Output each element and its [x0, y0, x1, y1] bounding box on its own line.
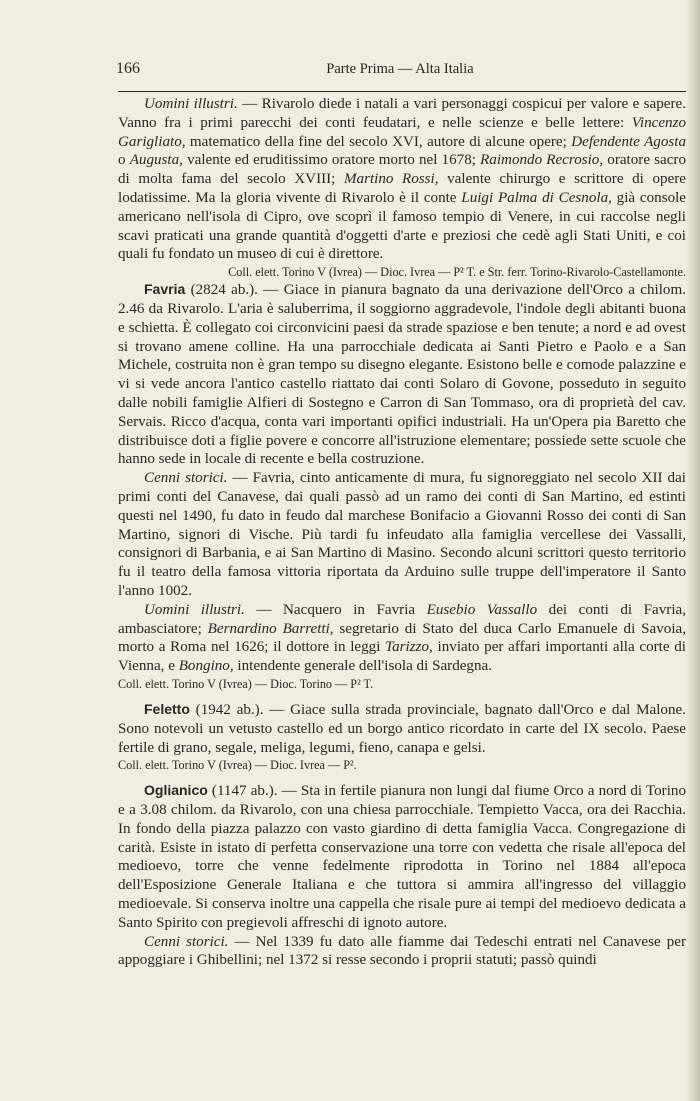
oglianico-history-paragraph — [118, 933, 686, 971]
text-run: — Nel 1339 fu dato alle fiamme dai Tedeschi entrati nel Canavese per appoggiare i Ghibellini; nel 1372 si resse secondo i proprii statuti; passò quindi — [118, 933, 686, 969]
running-title: Parte Prima — Alta Italia — [326, 61, 474, 77]
person-name: Augusta, — [129, 152, 183, 169]
page-edge-shadow — [686, 0, 700, 1101]
favria-collegio-line: Coll. elett. Torino V (Ivrea) — Dioc. Torino — P² T. — [118, 676, 374, 691]
text-run: valente chirurgo e scrittore di opere lodatissime. Ma la gloria vivente di Rivarolo è il conte — [118, 171, 686, 206]
favria-history-paragraph — [118, 469, 686, 601]
person-name: Eusebio Vassallo — [426, 601, 538, 618]
text-run: inviato per affari importanti alla corte di Vienna, e — [118, 639, 686, 675]
rivarolo-collegio-line: Coll. elett. Torino V (Ivrea) — Dioc. Ivrea — P² T. e Str. ferr. Torino-Rivarolo-Castellamonte. — [228, 265, 686, 280]
header-rule — [118, 91, 686, 92]
text-run: dei conti di Favria, ambasciatore; — [118, 601, 686, 637]
page-header — [116, 60, 684, 80]
section-gap — [118, 773, 686, 781]
text-run: segretario di Stato del duca Carlo Emanuele di Savoia, morto a Roma nel 1626; il dottore in leggi — [118, 620, 686, 656]
text-run: (1942 ab.). — Giace sulla strada provinciale, bagnato dall'Orco e dal Malone. Sono notevoli un vetusto castello ed un borgo antico ricordato in carte del IX secolo. Paese fertile di grano, segale, meliga, legumi, fieno, canapa e gelsi. — [118, 701, 686, 756]
feletto-paragraph — [118, 700, 686, 757]
person-name: Tarizzo, — [385, 639, 433, 656]
section-title-uomini: Uomini illustri. — [144, 96, 238, 112]
rivarolo-illustrious-paragraph — [118, 95, 686, 264]
favria-illustrious-paragraph — [118, 601, 686, 676]
text-run: matematico della fine del secolo XVI, autore di alcune opere; — [185, 133, 572, 150]
feletto-collegio-line: Coll. elett. Torino V (Ivrea) — Dioc. Ivrea — P². — [118, 758, 357, 773]
text-run: (2824 ab.). — Giace in pianura bagnato da una derivazione dell'Orco a chilom. 2.46 da Rivarolo. L'aria è saluberrima, il soggiorno aggradevole, l'indole degli abitanti buona e schietta. È collegato coi circonvicini paesi da strade spaziose e ben tenute; a nord e ad ovest si trovano amene colline. Ha una parrocchiale dedicata ai Santi Pietro e Paolo e a San Michele, costruita non è gran tempo su disegno elegante. Esistono belle e comode palazzine e vi si vede ancora l'antico castello riattato dai conti Solaro di Govone, posseduto in seguito dalle nobili famiglie Alfieri di Sostegno e Carron di San Tommaso, ora di proprietà del cav. Servais. Ricco d'acqua, conta vari importanti opifici industriali. Ha un'Opera pia Baretto che distribuisce doti a figlie povere e concorre all'istruzione elementare; possiede sette scuole che hanno sede in locale di recente e bella costruzione. — [118, 282, 686, 468]
text-run: già console americano nell'isola di Cipro, ove scoprì il famoso tempio di Venere, in cui raccolse negli scavi praticati una grande quantità d'oggetti d'arte e preziosi che cedè agli Stati Uniti, e coi quali fu fondato un museo di cui è direttore. — [118, 189, 687, 263]
section-gap — [118, 692, 686, 700]
page-number: 166 — [116, 60, 140, 77]
person-name: Luigi Palma di Cesnola, — [461, 189, 612, 206]
person-name: Bernardino Barretti, — [207, 620, 334, 637]
person-name: Raimondo Recrosio, — [480, 152, 604, 169]
town-name-oglianico: Oglianico — [144, 782, 208, 799]
town-name-favria: Favria — [144, 281, 186, 298]
person-name: Defendente Agosta — [571, 133, 686, 150]
section-title-uomini: Uomini illustri. — [144, 601, 245, 618]
oglianico-paragraph — [118, 781, 686, 932]
text-run: intendente generale dell'isola di Sardegna. — [233, 658, 493, 675]
section-title-cenni: Cenni storici. — [144, 933, 229, 950]
text-run: oratore sacro di molta fama del secolo XVIII; — [118, 152, 686, 188]
town-name-feletto: Feletto — [144, 700, 190, 717]
text-run: o — [118, 152, 130, 169]
page-body — [118, 95, 686, 970]
section-title-cenni: Cenni storici. — [144, 470, 228, 487]
text-run: — Rivarolo diede i natali a vari personaggi cospicui per valore e sapere. Vanno fra i primi parecchi dei conti feudatari, e nelle scienze e belle lettere: — [118, 96, 687, 131]
person-name: Bongino, — [178, 658, 234, 675]
person-name: Vincenzo Garigliato, — [118, 114, 686, 150]
person-name: Martino Rossi, — [343, 171, 439, 188]
text-run: valente ed eruditissimo oratore morto nel 1678; — [182, 152, 481, 169]
text-run: — Favria, cinto anticamente di mura, fu signoreggiato nel secolo XII dai primi conti del Canavese, dai quali passò ad un ramo dei conti di San Martino, ed estinti questi nel 1490, fu dato in feudo dal marchese Bonifacio a Giovanni Rosso dei conti di San Martino, signori di Vische. Più tardi fu infeudato alla famiglia vercellese dei Vassalli, consignori di Barbania, e ai San Martino di Masino. Secondo alcuni scrittori questo territorio fu il teatro della famosa vittoria riportata da Arduino sulle truppe dell'imperatore il Santo l'anno 1002. — [118, 470, 686, 599]
favria-paragraph — [118, 280, 686, 469]
text-run: — Nacquero in Favria — [244, 601, 427, 618]
text-run: (1147 ab.). — Sta in fertile pianura non lungi dal fiume Orco a nord di Torino e a 3.08 chilom. da Rivarolo, con una chiesa parrocchiale. Tempietto Vacca, ora dei Racchia. In fondo della piazza palazzo con vasto giardino di detta famiglia Vacca. Congregazione di carità. Esiste in istato di perfetta conservazione una torre con vedetta che risale all'epoca del medioevo, torre che venne fedelmente riprodotta in Torino nel 1884 all'epoca dell'Esposizione Generale Italiana e che tuttora si ammira all'ingresso del villaggio medioevale. Si conserva inoltre una cappella che risale pure ai tempi del medioevo dedicata a Santo Spirito con pregievoli affreschi di ignoto autore. — [118, 783, 686, 931]
